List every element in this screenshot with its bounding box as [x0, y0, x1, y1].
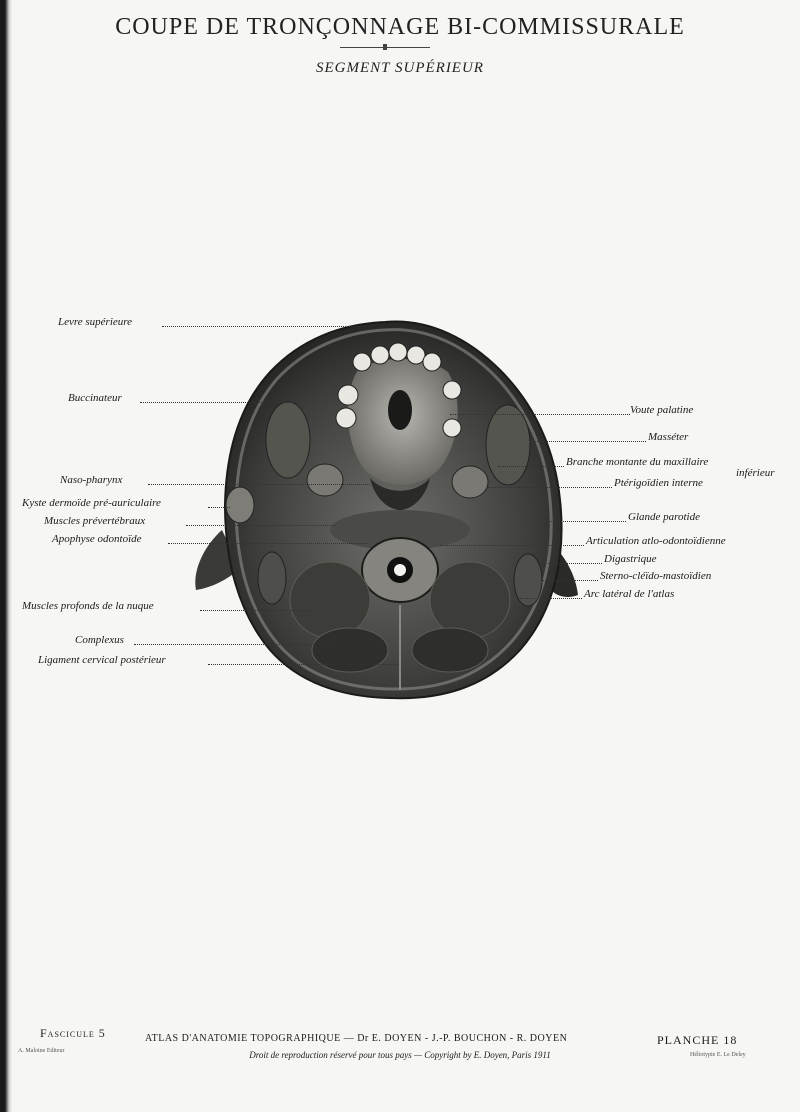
- leader-line: [168, 543, 368, 544]
- label-apophyse-odontoide: Apophyse odontoïde: [52, 533, 142, 545]
- footer-atlas-line: ATLAS D'ANATOMIE TOPOGRAPHIQUE — Dr E. DOYEN - J.-P. BOUCHON - R. DOYEN: [145, 1033, 568, 1044]
- label-branche-montante-suite: inférieur: [736, 467, 775, 479]
- footer-editor: A. Maloine Editeur: [18, 1048, 65, 1054]
- footer-fascicule: Fascicule 5: [40, 1026, 106, 1040]
- leader-line: [148, 484, 370, 485]
- label-naso-pharynx: Naso-pharynx: [60, 474, 123, 486]
- leader-line: [200, 610, 310, 611]
- right-pterygoid: [452, 466, 488, 498]
- label-ligament-cervical: Ligament cervical postérieur: [38, 654, 166, 666]
- leader-line: [530, 441, 646, 442]
- label-buccinateur: Buccinateur: [68, 392, 122, 404]
- left-masseter: [266, 402, 310, 478]
- label-complexus: Complexus: [75, 634, 124, 646]
- leader-line: [134, 644, 334, 645]
- label-branche-montante: Branche montante du maxillaire: [566, 456, 709, 468]
- cyst: [226, 487, 254, 523]
- footer-planche: PLANCHE 18: [657, 1033, 738, 1047]
- right-complexus: [412, 628, 488, 672]
- label-kyste-dermoide: Kyste dermoïde pré-auriculaire: [22, 497, 161, 509]
- leader-line: [186, 525, 336, 526]
- leader-line: [140, 402, 300, 403]
- footer-copyright: Droit de reproduction réservé pour tous pays — Copyright by E. Doyen, Paris 1911: [249, 1050, 551, 1060]
- footer-printer: Héliotypie E. Le Deley: [690, 1052, 746, 1058]
- leader-line: [208, 507, 230, 508]
- label-sterno-cleido-mastoidien: Sterno-cléïdo-mastoïdien: [600, 570, 712, 582]
- left-complexus: [312, 628, 388, 672]
- label-glande-parotide: Glande parotide: [628, 511, 700, 523]
- page-subtitle: SEGMENT SUPÉRIEUR: [316, 60, 484, 76]
- page-title: COUPE DE TRONÇONNAGE BI-COMMISSURALE: [115, 14, 685, 40]
- label-articulation-atlo-odontoidienne: Articulation atlo-odontoïdienne: [586, 535, 726, 547]
- right-deep-neck-muscles: [430, 562, 510, 638]
- leader-line: [540, 521, 626, 522]
- leader-line: [450, 414, 630, 415]
- leader-line: [488, 487, 612, 488]
- label-pterigoidien-interne: Ptérigoïdien interne: [614, 477, 703, 489]
- left-sternocleido: [258, 552, 286, 604]
- label-voute-palatine: Voute palatine: [630, 404, 694, 416]
- left-pterygoid: [307, 464, 343, 496]
- leader-line: [520, 598, 582, 599]
- label-masseter: Masséter: [648, 431, 689, 443]
- leader-line: [542, 580, 598, 581]
- spinal-cord: [394, 564, 406, 576]
- leader-line: [440, 545, 584, 546]
- label-muscles-prevertebraux: Muscles prévertébraux: [44, 515, 146, 527]
- leader-line: [162, 326, 362, 327]
- label-muscles-profonds-nuque: Muscles profonds de la nuque: [22, 600, 154, 612]
- right-masseter: [486, 405, 530, 485]
- oral-cavity: [388, 390, 412, 430]
- left-deep-neck-muscles: [290, 562, 370, 638]
- leader-line: [498, 466, 564, 467]
- leader-line: [548, 563, 602, 564]
- leader-line: [208, 664, 398, 665]
- label-digastrique: Digastrique: [604, 553, 657, 565]
- label-levre-superieure: Levre supérieure: [58, 316, 133, 328]
- label-arc-lateral-atlas: Arc latéral de l'atlas: [584, 588, 675, 600]
